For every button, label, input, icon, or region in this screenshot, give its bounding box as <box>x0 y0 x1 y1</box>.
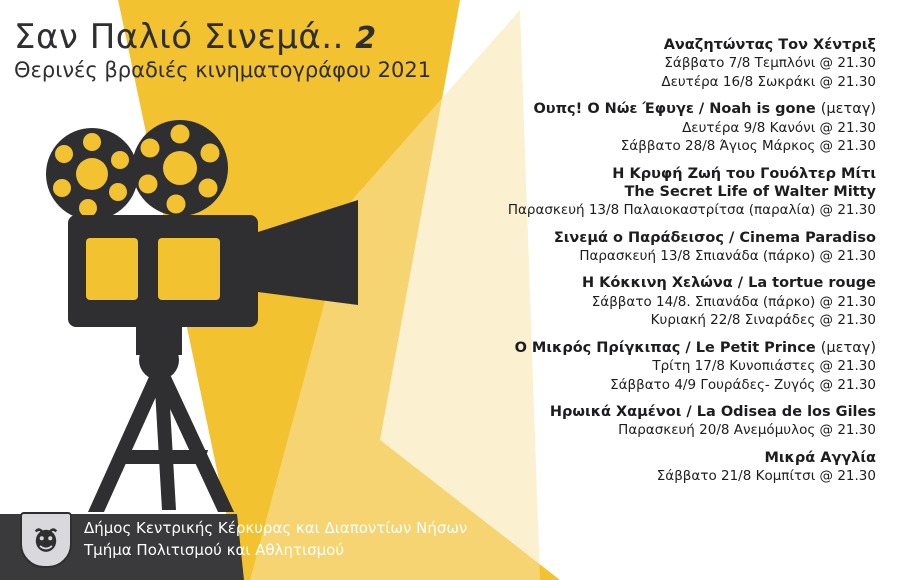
film-screening: Σάββατο 21/8 Κομπίτσι @ 21.30 <box>656 468 876 484</box>
film-entry <box>428 449 876 486</box>
municipality-crest-icon <box>20 512 72 568</box>
film-projector-icon <box>28 120 408 520</box>
footer-line-2: Τμήμα Πολιτισμού και Αθλητισμού <box>84 541 345 559</box>
film-title-text: Μικρά Αγγλία <box>764 449 876 466</box>
poster-title-number: 2 <box>355 21 377 56</box>
footer-line-1: Δήμος Κεντρικής Κέρκυρας και Διαποντίων Νήσων <box>84 519 468 538</box>
film-title <box>428 449 876 467</box>
film-title <box>428 100 876 118</box>
film-title-text: Αναζητώντας Τον Χέντριξ <box>663 37 876 53</box>
film-screening: Δευτέρα 9/8 Κανόνι @ 21.30 <box>682 119 876 136</box>
film-listings <box>428 36 876 495</box>
film-title-text: Ουπς! Ο Νώε Έφυγε / Noah is gone <box>533 101 816 118</box>
film-title-text: Ο Μικρός Πρίγκιπας / Le Petit Prince <box>514 339 816 356</box>
footer <box>20 512 467 568</box>
film-screening: Σάββατο 7/8 Τεμπλόνι @ 21.30 <box>664 55 876 72</box>
film-screening: Σάββατο 14/8. Σπιανάδα (πάρκο) @ 21.30 <box>591 293 876 310</box>
crest-emblem-icon <box>29 523 63 557</box>
film-title-text: Ηρωικά Χαμένοι / La Odisea de los Giles <box>549 404 876 421</box>
film-title <box>428 403 876 421</box>
film-title-text: Η Κρυφή Ζωή του Γουόλτερ Μίτι <box>612 165 876 182</box>
film-screening: Σάββατο 4/9 Γουράδες- Ζυγός @ 21.30 <box>610 376 876 393</box>
film-title <box>428 36 876 54</box>
film-entry <box>428 165 876 220</box>
film-title-note: (μεταγ) <box>820 339 876 356</box>
poster-title-text: Σαν Παλιό Σινεμά.. <box>14 17 344 57</box>
film-entry <box>428 36 876 91</box>
film-screening: Σάββατο 28/8 Άγιος Μάρκος @ 21.30 <box>620 138 876 155</box>
film-title-text: Σινεμά ο Παράδεισος / Cinema Paradiso <box>553 229 876 246</box>
film-screening: Παρασκευή 13/8 Σπιανάδα (πάρκο) @ 21.30 <box>579 247 876 264</box>
film-entry <box>428 403 876 440</box>
film-screening: Τρίτη 17/8 Κυνοπιάστες @ 21.30 <box>652 357 876 374</box>
film-title-note: (μεταγ) <box>820 101 876 118</box>
film-entry <box>428 339 876 394</box>
film-title <box>428 165 876 183</box>
film-entry <box>428 229 876 266</box>
film-entry <box>428 100 876 155</box>
film-screening: Κυριακή 22/8 Σιναράδες @ 21.30 <box>650 312 876 329</box>
poster-subtitle: Θερινές βραδιές κινηματογράφου 2021 <box>14 58 432 83</box>
film-title <box>428 339 876 357</box>
footer-text <box>84 518 467 562</box>
film-screening: Παρασκευή 20/8 Ανεμόμυλος @ 21.30 <box>618 422 876 439</box>
film-title-text: Η Κόκκινη Χελώνα / La tortue rouge <box>581 275 876 292</box>
film-screening: Δευτέρα 16/8 Σωκράκι @ 21.30 <box>661 73 876 90</box>
film-screening: Παρασκευή 13/8 Παλαιοκαστρίτσα (παραλία) @ 21.30 <box>507 202 876 218</box>
film-title <box>428 274 876 292</box>
film-title-alt: The Secret Life of Walter Mitty <box>624 183 876 200</box>
film-entry <box>428 274 876 329</box>
film-title <box>428 229 876 247</box>
